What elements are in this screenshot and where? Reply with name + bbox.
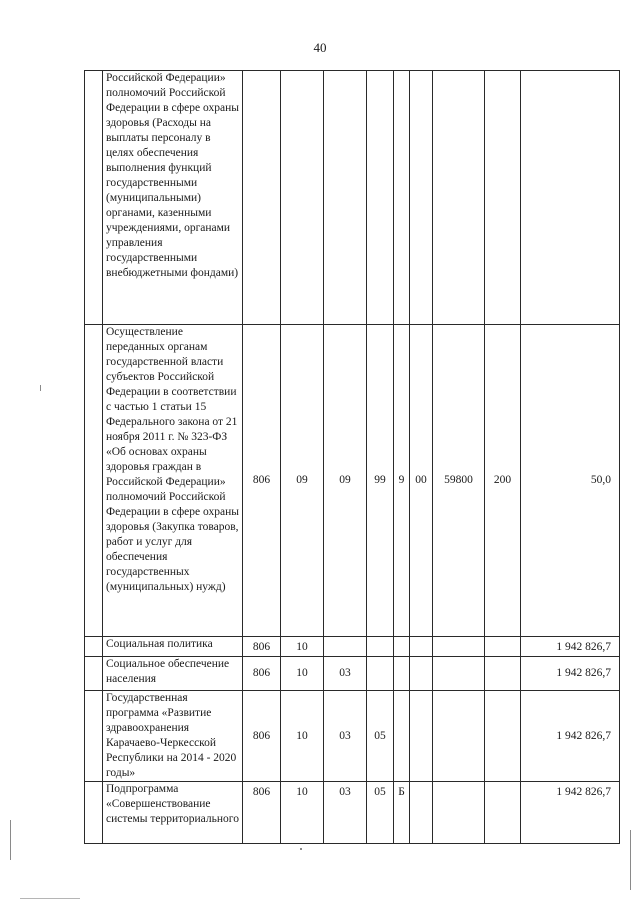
program-code-cell: 99	[367, 325, 394, 637]
direction-code-cell	[433, 657, 485, 691]
program-code-cell	[367, 71, 394, 325]
program-code-cell	[367, 637, 394, 657]
table-row	[85, 325, 620, 637]
ved-cell: 806	[243, 782, 281, 844]
direction-code-cell	[433, 71, 485, 325]
subsection-cell	[324, 71, 367, 325]
expense-type-cell	[485, 782, 521, 844]
table-row	[85, 691, 620, 782]
program-code-cell: 05	[367, 691, 394, 782]
row-number-cell	[85, 71, 103, 325]
subprogram-code-cell: Б	[394, 782, 410, 844]
budget-table	[84, 70, 620, 844]
scan-artifact-mark	[40, 385, 41, 391]
ved-cell: 806	[243, 325, 281, 637]
page-number: 40	[313, 40, 327, 55]
subsection-cell: 03	[324, 782, 367, 844]
event-code-cell	[410, 782, 433, 844]
section-cell	[281, 71, 324, 325]
row-number-cell	[85, 637, 103, 657]
item-name-cell: Государственная программа «Развитие здравоохранения Карачаево-Черкесской Республики на 2014 - 2020 годы»	[103, 691, 243, 782]
subsection-cell: 03	[324, 691, 367, 782]
expense-type-cell	[485, 637, 521, 657]
table-row	[85, 71, 620, 325]
direction-code-cell	[433, 691, 485, 782]
row-number-cell	[85, 325, 103, 637]
direction-code-cell	[433, 637, 485, 657]
subprogram-code-cell	[394, 71, 410, 325]
amount-cell	[521, 71, 620, 325]
subsection-cell: 03	[324, 657, 367, 691]
ved-cell: 806	[243, 637, 281, 657]
direction-code-cell: 59800	[433, 325, 485, 637]
item-name-cell: Российской Федерации» полномочий Российской Федерации в сфере охраны здоровья (Расходы на выплаты персоналу в целях обеспечения выполнения функций государственными (муниципальными) органами, казенными учреждениями, органами управления государственными внебюджетными фондами)	[103, 71, 243, 325]
row-number-cell	[85, 782, 103, 844]
event-code-cell	[410, 657, 433, 691]
amount-cell: 50,0	[521, 325, 620, 637]
expense-type-cell	[485, 691, 521, 782]
subsection-cell	[324, 637, 367, 657]
section-cell: 10	[281, 657, 324, 691]
subprogram-code-cell	[394, 691, 410, 782]
expense-type-cell: 200	[485, 325, 521, 637]
scan-artifact-mark	[10, 820, 11, 860]
expense-type-cell	[485, 71, 521, 325]
direction-code-cell	[433, 782, 485, 844]
table-row	[85, 657, 620, 691]
event-code-cell	[410, 637, 433, 657]
scan-artifact-mark	[630, 830, 631, 890]
amount-cell: 1 942 826,7	[521, 691, 620, 782]
ved-cell: 806	[243, 657, 281, 691]
item-name-cell: Социальное обеспечение населения	[103, 657, 243, 691]
scan-artifact-mark	[20, 898, 80, 899]
ved-cell	[243, 71, 281, 325]
program-code-cell	[367, 657, 394, 691]
subsection-cell: 09	[324, 325, 367, 637]
expense-type-cell	[485, 657, 521, 691]
section-cell: 10	[281, 637, 324, 657]
section-cell: 09	[281, 325, 324, 637]
item-name-cell: Подпрограмма «Совершенствование системы территориального	[103, 782, 243, 844]
event-code-cell: 00	[410, 325, 433, 637]
subprogram-code-cell	[394, 637, 410, 657]
row-number-cell	[85, 691, 103, 782]
item-name-cell: Социальная политика	[103, 637, 243, 657]
amount-cell: 1 942 826,7	[521, 657, 620, 691]
event-code-cell	[410, 71, 433, 325]
row-number-cell	[85, 657, 103, 691]
table-row	[85, 637, 620, 657]
program-code-cell: 05	[367, 782, 394, 844]
amount-cell: 1 942 826,7	[521, 637, 620, 657]
subprogram-code-cell	[394, 657, 410, 691]
table-row	[85, 782, 620, 844]
ved-cell: 806	[243, 691, 281, 782]
event-code-cell	[410, 691, 433, 782]
section-cell: 10	[281, 782, 324, 844]
subprogram-code-cell: 9	[394, 325, 410, 637]
scan-artifact-mark	[300, 848, 302, 850]
item-name-cell: Осуществление переданных органам государственной власти субъектов Российской Федерации в соответствии с частью 1 статьи 15 Федерального закона от 21 ноября 2011 г. № 323-ФЗ «Об основах охраны здоровья граждан в Российской Федерации» полномочий Российской Федерации в сфере охраны здоровья (Закупка товаров, работ и услуг для обеспечения государственных (муниципальных) нужд)	[103, 325, 243, 637]
section-cell: 10	[281, 691, 324, 782]
amount-cell: 1 942 826,7	[521, 782, 620, 844]
